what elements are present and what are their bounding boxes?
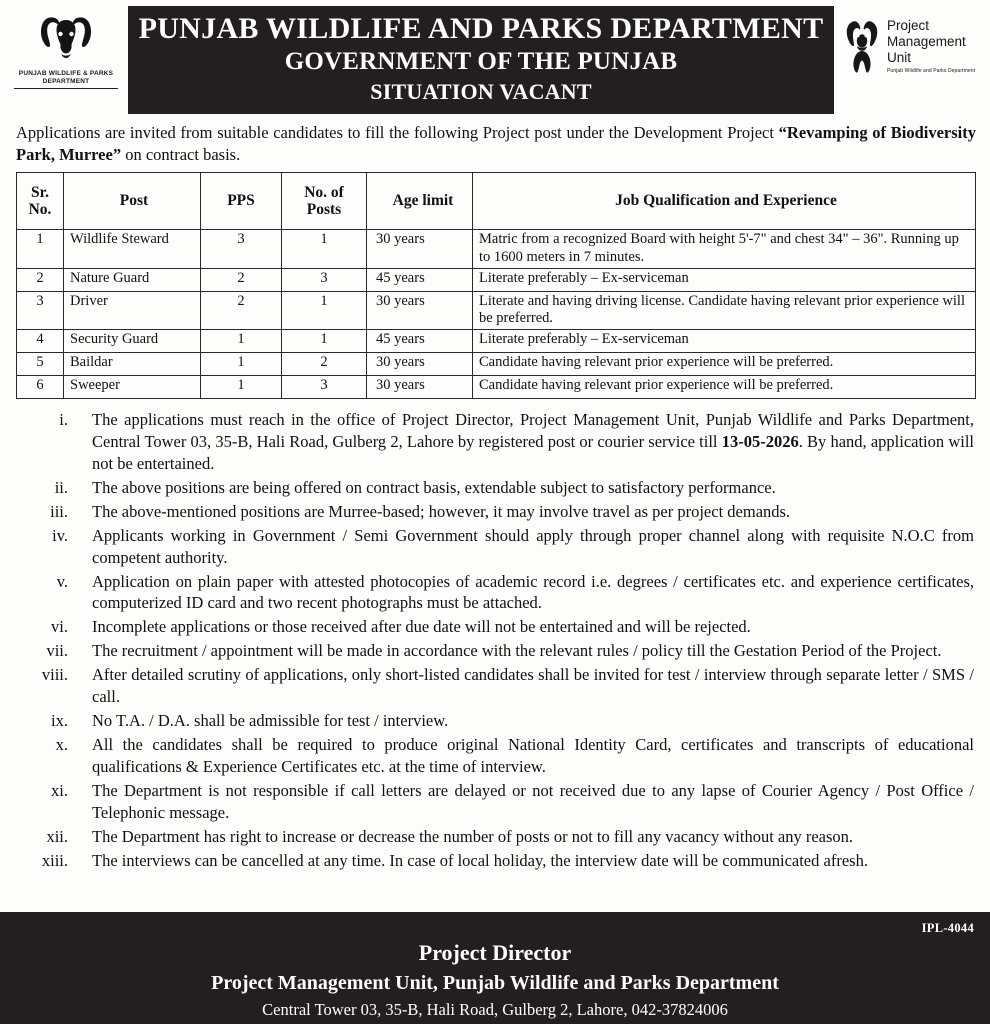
footer-address: Central Tower 03, 35-B, Hali Road, Gulberg 2, Lahore, 042-37824006 (262, 1000, 728, 1019)
document-header (0, 0, 990, 118)
row-no-of-posts: 1 (282, 291, 367, 329)
condition-text (74, 616, 974, 638)
table-header-row (17, 173, 976, 230)
condition-number: xiii. (41, 850, 68, 870)
row-post: Security Guard (64, 329, 201, 352)
row-sr-no: 5 (17, 352, 64, 375)
row-no-of-posts: 3 (282, 375, 367, 398)
banner-department-title: PUNJAB WILDLIFE AND PARKS DEPARTMENT (138, 12, 824, 45)
column-header-pps: PPS (201, 173, 282, 230)
row-post: Wildlife Steward (64, 230, 201, 268)
document-footer (0, 912, 990, 1024)
row-post: Driver (64, 291, 201, 329)
row-age-limit: 30 years (367, 230, 473, 268)
footer-organization: Project Management Unit, Punjab Wildlife and Parks Department (211, 972, 779, 994)
pmu-subtitle: Punjab Wildlife and Parks Department (887, 67, 976, 74)
pmu-word-project: Project (887, 18, 930, 33)
row-sr-no: 3 (17, 291, 64, 329)
row-pps: 1 (201, 352, 282, 375)
condition-text (74, 664, 974, 708)
condition-text (74, 850, 974, 872)
condition-text (74, 640, 974, 662)
sr-no-line1: Sr. (31, 183, 49, 201)
markhor-head-icon (35, 10, 97, 68)
condition-item (16, 850, 974, 872)
row-pps: 2 (201, 268, 282, 291)
row-age-limit: 30 years (367, 375, 473, 398)
row-pps: 2 (201, 291, 282, 329)
condition-item (16, 710, 974, 732)
table-row (17, 291, 976, 329)
table-row (17, 375, 976, 398)
row-age-limit: 45 years (367, 268, 473, 291)
condition-text (74, 501, 974, 523)
row-no-of-posts: 3 (282, 268, 367, 291)
row-qualification: Candidate having relevant prior experience will be preferred. (473, 352, 976, 375)
column-header-no-of-posts (282, 173, 367, 230)
condition-number: vii. (46, 641, 68, 661)
condition-item (16, 616, 974, 638)
row-no-of-posts: 2 (282, 352, 367, 375)
row-qualification: Literate preferably – Ex-serviceman (473, 268, 976, 291)
condition-text (74, 571, 974, 615)
row-qualification: Matric from a recognized Board with height 5'-7" and chest 34" – 36". Running up to 1600 meters in 7 minutes. (473, 230, 976, 268)
no-of-posts-line2: Posts (306, 201, 342, 219)
row-age-limit: 45 years (367, 329, 473, 352)
sr-no-line2: No. (28, 201, 52, 219)
department-logo (6, 4, 126, 89)
row-sr-no: 2 (17, 268, 64, 291)
condition-number: iv. (52, 525, 68, 545)
condition-number: ix. (51, 711, 68, 731)
posts-table-body (17, 230, 976, 399)
pmu-logo-text (882, 18, 975, 74)
condition-text (74, 826, 974, 848)
banner-government-title: GOVERNMENT OF THE PUNJAB (284, 47, 678, 75)
footer-title: Project Director (418, 940, 572, 965)
condition-text-part1: The Department has right to increase or decrease the number of posts or not to fill any vacancy without any reason. (92, 826, 854, 846)
no-of-posts-line1: No. of (304, 183, 344, 201)
intro-text-part2: on contract basis. (121, 145, 241, 165)
ipl-code: IPL-4044 (921, 921, 974, 935)
condition-item (16, 477, 974, 499)
condition-text (74, 477, 974, 499)
condition-text-part1: Application on plain paper with attested photocopies of academic record i.e. degrees / certificates etc. and experience certificates, computerized ID card and two recent photographs must be attached. (92, 571, 974, 613)
condition-item (16, 826, 974, 848)
condition-text-part1: The above positions are being offered on contract basis, extendable subject to satisfactory performance. (92, 477, 776, 497)
row-post: Baildar (64, 352, 201, 375)
row-no-of-posts: 1 (282, 230, 367, 268)
pmu-word-management: Management (887, 33, 966, 49)
condition-item (16, 409, 974, 475)
condition-number: v. (56, 571, 68, 591)
table-row (17, 352, 976, 375)
row-age-limit: 30 years (367, 291, 473, 329)
condition-text-part1: After detailed scrutiny of applications, only short-listed candidates shall be invited for test / interview through separate letter / SMS / call. (92, 665, 974, 707)
condition-text-part1: All the candidates shall be required to produce original National Identity Card, certificates and transcripts of educational qualifications & Experience Certificates etc. at the time of interview. (92, 735, 974, 777)
column-header-qualification: Job Qualification and Experience (473, 173, 976, 230)
intro-project-name: “Revamping of Biodiversity Park, Murree” (16, 123, 977, 165)
intro-paragraph (0, 118, 990, 172)
condition-text (74, 409, 974, 475)
logo-divider (14, 88, 118, 89)
department-logo-caption (14, 70, 118, 86)
table-row (17, 230, 976, 268)
condition-number: vi. (51, 617, 68, 637)
condition-text-part1: The Department is not responsible if call letters are delayed or not received due to any lapse of Courier Agency / Post Office / Telephonic message. (92, 780, 974, 822)
condition-text-part2: . By hand, application will not be entertained. (92, 431, 974, 473)
condition-text-part1: Applicants working in Government / Semi Government should apply through proper channel along with requisite N.O.C from competent authority. (92, 525, 974, 567)
condition-number: ii. (54, 477, 68, 497)
row-post: Sweeper (64, 375, 201, 398)
logo-caption-line1: PUNJAB WILDLIFE & PARKS (18, 70, 114, 77)
condition-item (16, 525, 974, 569)
pmu-word-unit: Unit (887, 49, 912, 65)
banner-situation-vacant: SITUATION VACANT (370, 78, 592, 104)
conditions-list (0, 399, 990, 912)
table-row (17, 268, 976, 291)
row-pps: 1 (201, 329, 282, 352)
row-sr-no: 1 (17, 230, 64, 268)
condition-item (16, 664, 974, 708)
condition-deadline-date: 13-05-2026 (721, 431, 799, 451)
condition-text-part1: Incomplete applications or those received after due date will not be entertained and will be rejected. (92, 617, 751, 637)
condition-number: iii. (50, 501, 68, 521)
row-qualification: Literate and having driving license. Candidate having relevant prior experience will be preferred. (473, 291, 976, 329)
condition-number: viii. (41, 665, 68, 685)
condition-number: i. (59, 409, 68, 429)
table-row (17, 329, 976, 352)
posts-table-head (17, 173, 976, 230)
condition-text (74, 525, 974, 569)
condition-item (16, 734, 974, 778)
condition-text (74, 710, 974, 732)
condition-item (16, 640, 974, 662)
posts-table (16, 172, 976, 399)
row-pps: 1 (201, 375, 282, 398)
markhor-pmu-icon (842, 18, 882, 74)
row-sr-no: 6 (17, 375, 64, 398)
row-post: Nature Guard (64, 268, 201, 291)
title-banner (128, 6, 834, 114)
condition-item (16, 780, 974, 824)
column-header-age-limit: Age limit (367, 173, 473, 230)
condition-item (16, 571, 974, 615)
condition-text-part1: No T.A. / D.A. shall be admissible for test / interview. (92, 711, 449, 731)
column-header-post: Post (64, 173, 201, 230)
condition-number: xi. (51, 780, 68, 800)
row-sr-no: 4 (17, 329, 64, 352)
condition-text (74, 734, 974, 778)
condition-number: xii. (46, 826, 68, 846)
condition-text-part1: The interviews can be cancelled at any time. In case of local holiday, the interview date will be communicated afresh. (92, 850, 868, 870)
row-age-limit: 30 years (367, 352, 473, 375)
condition-text-part1: The applications must reach in the office of Project Director, Project Management Unit, Punjab Wildlife and Parks Department, Central Tower 03, 35-B, Hali Road, Gulberg 2, Lahore by registered post or courier service till (92, 409, 974, 451)
condition-text (74, 780, 974, 824)
row-qualification: Candidate having relevant prior experience will be preferred. (473, 375, 976, 398)
intro-text-part1: Applications are invited from suitable candidates to fill the following Project post under the Development Project (16, 123, 779, 142)
condition-text-part1: The recruitment / appointment will be made in accordance with the relevant rules / policy till the Gestation Period of the Project. (92, 641, 942, 661)
condition-text-part1: The above-mentioned positions are Murree-based; however, it may involve travel as per project demands. (92, 501, 791, 521)
column-header-sr-no (17, 173, 64, 230)
row-qualification: Literate preferably – Ex-serviceman (473, 329, 976, 352)
logo-caption-line2: DEPARTMENT (42, 78, 90, 86)
condition-item (16, 501, 974, 523)
pmu-logo (834, 4, 984, 74)
posts-table-container (0, 172, 990, 399)
condition-number: x. (55, 735, 68, 755)
row-no-of-posts: 1 (282, 329, 367, 352)
row-pps: 3 (201, 230, 282, 268)
